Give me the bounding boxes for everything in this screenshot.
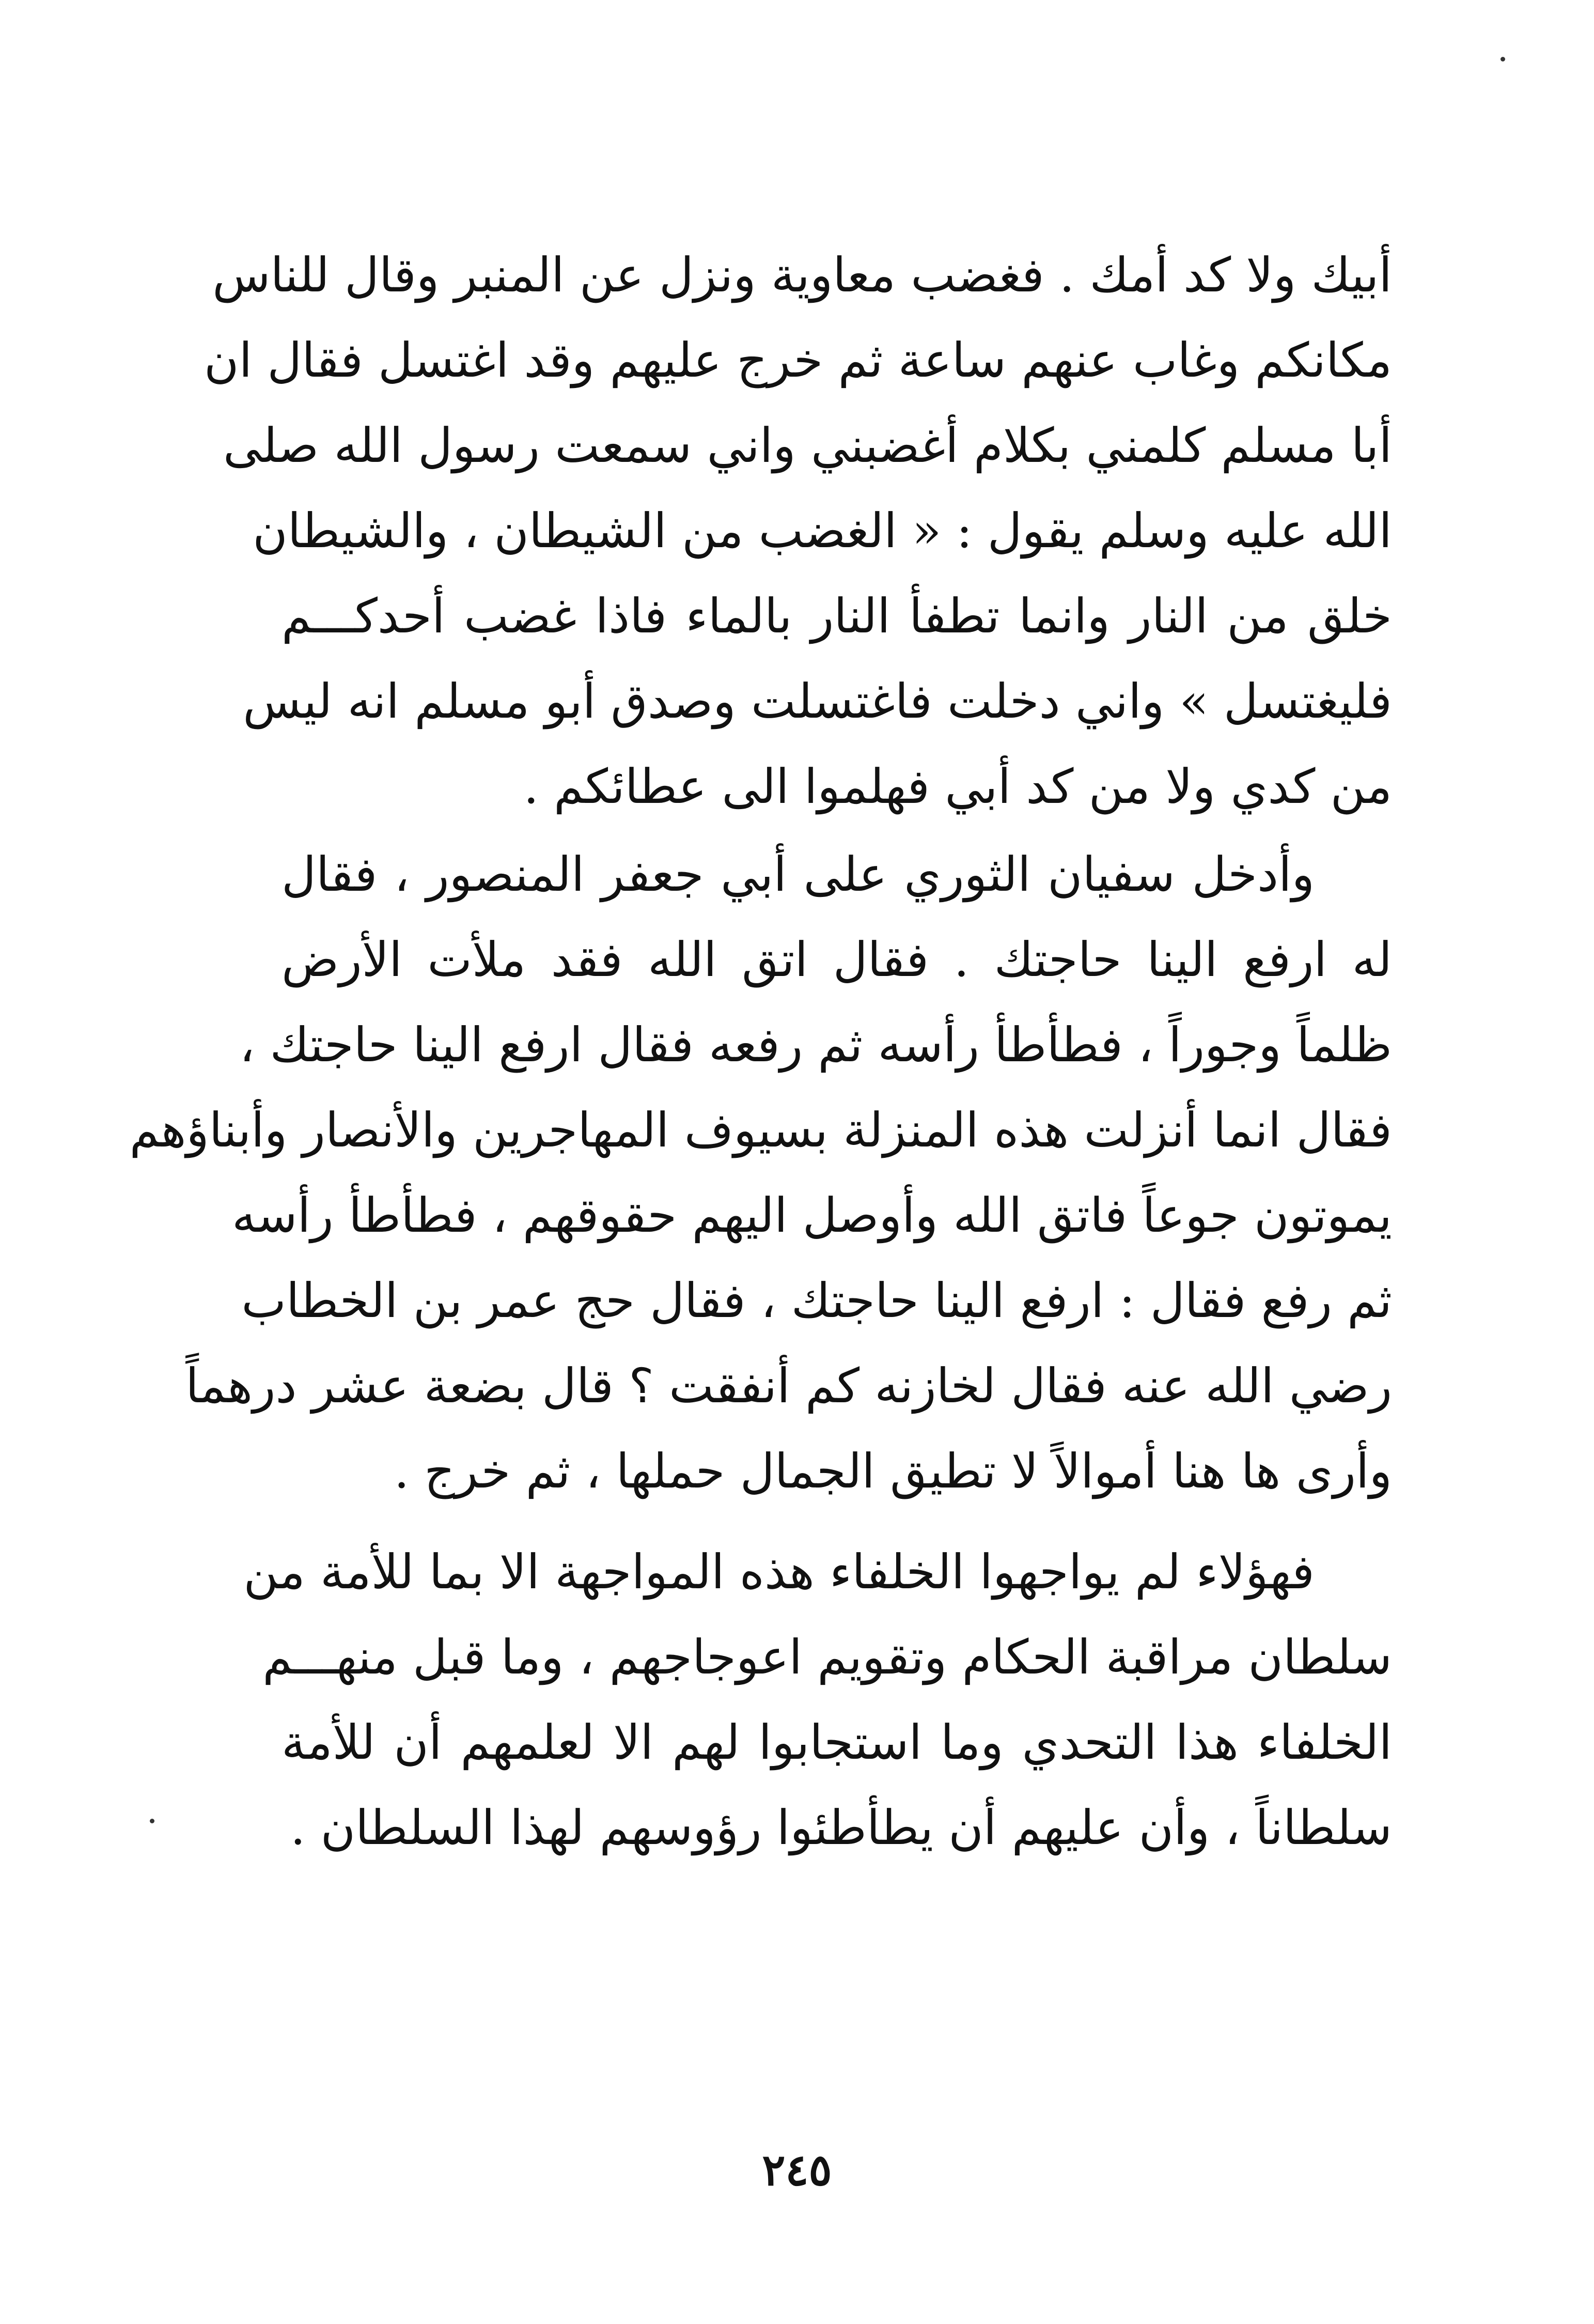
- text-line: خلق من النار وانما تطفأ النار بالماء فاذا غضب أحدكـــم: [282, 588, 1393, 644]
- paragraph-1: [204, 233, 1393, 829]
- text-line: الله عليه وسلم يقول : « الغضب من الشيطان ، والشيطان: [253, 503, 1392, 559]
- paragraph-3: [243, 1529, 1392, 1870]
- scan-speck: [1501, 57, 1505, 61]
- paragraph-2: [129, 832, 1392, 1514]
- text-line: من كدي ولا من كد أبي فهلموا الى عطائكم .: [523, 759, 1392, 814]
- text-line: الخلفاء هذا التحدي وما استجابوا لهم الا لعلمهم أن للأمة: [282, 1715, 1392, 1770]
- text-line: فقال انما أنزلت هذه المنزلة بسيوف المهاجرين والأنصار وأبناؤهم: [129, 1103, 1392, 1158]
- text-line: وأرى ها هنا أموالاً لا تطيق الجمال حملها ، ثم خرج .: [394, 1444, 1392, 1499]
- text-line: ثم رفع فقال : ارفع الينا حاجتك ، فقال حج عمر بن الخطاب: [241, 1273, 1392, 1328]
- text-line: له ارفع الينا حاجتك . فقال اتق الله فقد ملأت الأرض: [282, 932, 1392, 987]
- text-line: مكانكم وغاب عنهم ساعة ثم خرج عليهم وقد اغتسل فقال ان: [204, 333, 1392, 388]
- text-line: أبيك ولا كد أمك . فغضب معاوية ونزل عن المنبر وقال للناس: [212, 247, 1392, 303]
- text-line: سلطاناً ، وأن عليهم أن يطأطئوا رؤوسهم لهذا السلطان .: [290, 1800, 1392, 1855]
- text-line: ظلماً وجوراً ، فطأطأ رأسه ثم رفعه فقال ارفع الينا حاجتك ،: [239, 1017, 1392, 1073]
- text-line: أبا مسلم كلمني بكلام أغضبني واني سمعت رسول الله صلى: [223, 418, 1392, 473]
- page-number: ٢٤٥: [762, 2144, 832, 2195]
- text-line: رضي الله عنه فقال لخازنه كم أنفقت ؟ قال بضعة عشر درهماً: [185, 1358, 1392, 1414]
- scan-speck: [150, 1819, 154, 1823]
- text-line: فهؤلاء لم يواجهوا الخلفاء هذه المواجهة الا بما للأمة من: [243, 1544, 1315, 1600]
- text-line: سلطان مراقبة الحكام وتقويم اعوجاجهم ، وما قبل منهـــم: [262, 1630, 1392, 1685]
- text-line: وأدخل سفيان الثوري على أبي جعفر المنصور ، فقال: [282, 847, 1315, 902]
- text-line: يموتون جوعاً فاتق الله وأوصل اليهم حقوقهم ، فطأطأ رأسه: [232, 1188, 1392, 1243]
- text-line: فليغتسل » واني دخلت فاغتسلت وصدق أبو مسلم انه ليس: [243, 674, 1392, 729]
